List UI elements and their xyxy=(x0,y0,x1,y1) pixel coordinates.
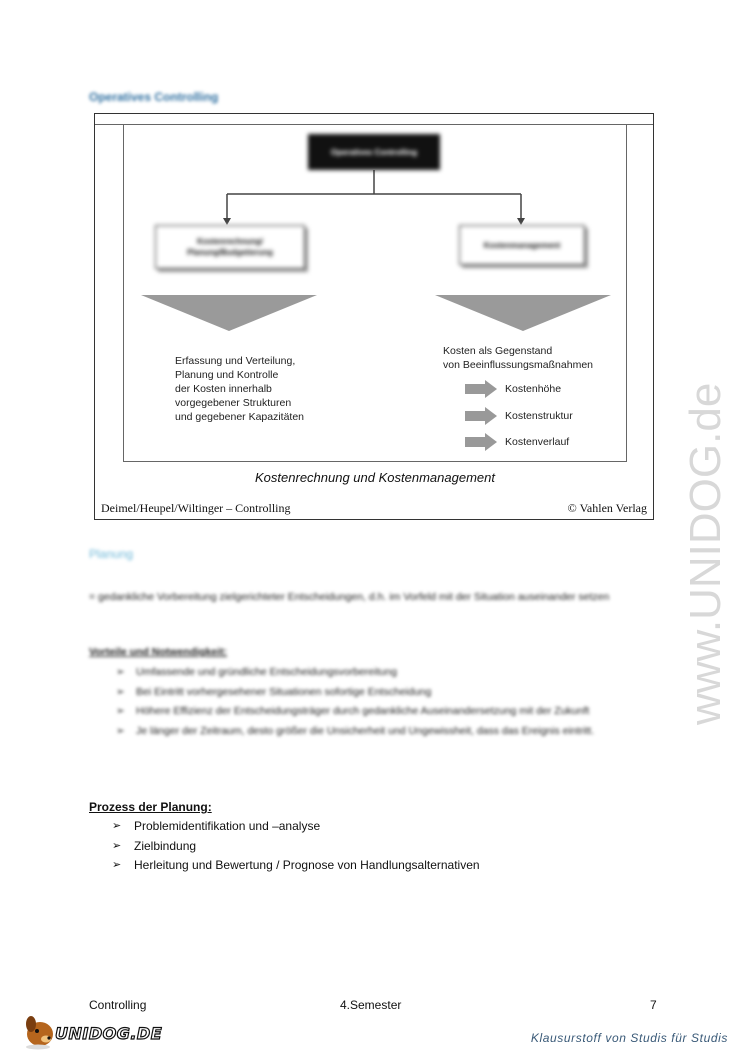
figure-source-publisher: © Vahlen Verlag xyxy=(567,501,647,515)
left-description: Erfassung und Verteilung, Planung und Kontrolle der Kosten innerhalb vorgegebener Strukturen und gegebener Kapazitäten xyxy=(175,355,305,423)
arrowhead-bullet-icon: ➢ xyxy=(112,859,122,871)
planung-heading: Planung xyxy=(89,547,134,561)
list-item-text: Zielbindung xyxy=(134,838,197,853)
arrowhead-bullet-icon: ➢ xyxy=(116,666,125,678)
arrowhead-bullet-icon: ➢ xyxy=(116,724,125,737)
arrow-icon xyxy=(465,380,499,398)
arrow-icon xyxy=(465,433,499,451)
section-title: Operatives Controlling xyxy=(89,90,219,104)
watermark-text xyxy=(662,270,742,730)
list-item-text: Umfassende und gründliche Entscheidungsvorbereitung xyxy=(136,666,397,678)
list-item-text: Je länger der Zeitraum, desto größer die Unsicherheit und Ungewissheit, dass das Ereignis eintritt. xyxy=(136,724,595,737)
planung-definition: = gedankliche Vorbereitung zielgerichteter Entscheidungen, d.h. im Vorfeld mit der Situation auseinander setzen xyxy=(89,591,610,603)
list-item xyxy=(112,856,480,876)
vorteile-heading: Vorteile und Notwendigkeit: xyxy=(89,646,228,658)
footer-course: Controlling xyxy=(89,998,147,1012)
list-item xyxy=(116,722,656,742)
arrow-item-kostenhoehe xyxy=(465,379,625,399)
footer-semester: 4.Semester xyxy=(340,998,402,1012)
box-kostenmanagement: Kostenmanagement xyxy=(459,225,585,265)
arrow-item-kostenstruktur xyxy=(465,406,625,426)
figure-caption: Kostenrechnung und Kostenmanagement xyxy=(255,470,495,485)
list-item xyxy=(112,837,480,857)
list-item xyxy=(116,663,656,683)
list-item-text: Bei Eintritt vorhergesehener Situationen sofortige Entscheidung xyxy=(136,685,432,698)
figure-source-authors: Deimel/Heupel/Wiltinger – Controlling xyxy=(101,501,291,515)
unidog-logo-text: UNIDOG.DE xyxy=(55,1024,163,1043)
vorteile-list xyxy=(116,663,656,741)
page-number: 7 xyxy=(650,998,657,1012)
arrow-item-label: Kostenstruktur xyxy=(505,410,573,422)
arrowhead-bullet-icon: ➢ xyxy=(112,839,122,852)
box-operatives-controlling: Operatives Controlling xyxy=(308,134,440,170)
arrow-item-kostenverlauf xyxy=(465,432,625,452)
list-item-text: Problemidentifikation und –analyse xyxy=(134,819,321,833)
arrow-item-label: Kostenhöhe xyxy=(505,383,562,395)
arrowhead-bullet-icon: ➢ xyxy=(116,705,125,717)
right-description: Kosten als Gegenstand von Beeinflussungsmaßnahmen xyxy=(443,345,594,371)
right-funnel-shape xyxy=(435,295,611,331)
list-item-text: Herleitung und Bewertung / Prognose von Handlungsalternativen xyxy=(134,858,480,872)
arrow-icon xyxy=(465,407,499,425)
watermark-label: www.UNIDOG.de xyxy=(681,382,730,725)
list-item xyxy=(116,683,656,703)
left-funnel-shape xyxy=(141,295,317,331)
arrowhead-bullet-icon: ➢ xyxy=(112,820,122,832)
footer-tagline: Klausurstoff von Studis für Studis xyxy=(530,1031,728,1045)
prozess-heading: Prozess der Planung: xyxy=(89,800,212,814)
list-item-text: Höhere Effizienz der Entscheidungsträger durch gedankliche Auseinandersetzung mit der Zukunft xyxy=(136,705,590,717)
arrowhead-bullet-icon: ➢ xyxy=(116,685,125,698)
box-kostenrechnung: Kostenrechnung/ Planung/Budgetierung xyxy=(155,225,305,269)
prozess-list xyxy=(112,817,480,876)
list-item xyxy=(116,702,656,722)
figure-operatives-controlling xyxy=(94,113,654,520)
list-item xyxy=(112,817,480,837)
arrow-item-label: Kostenverlauf xyxy=(505,436,570,448)
